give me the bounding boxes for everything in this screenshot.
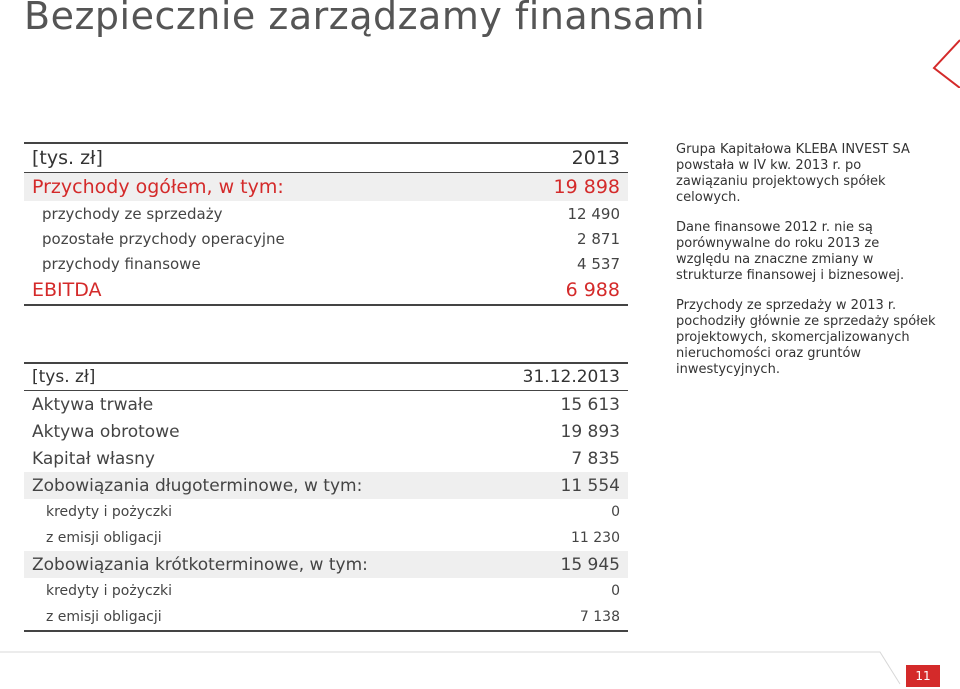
table-row (24, 578, 628, 604)
note-paragraph: Dane finansowe 2012 r. nie są porównywalne do roku 2013 ze względu na znaczne zmiany w strukturze finansowej i biznesowej. (676, 220, 905, 283)
row-label: przychody ze sprzedaży (42, 204, 223, 223)
income-table (24, 142, 628, 306)
table-row (24, 525, 628, 551)
table-row (24, 226, 628, 251)
balance-table (24, 362, 628, 632)
header-year: 2013 (486, 143, 628, 173)
row-label: kredyty i pożyczki (46, 504, 173, 520)
row-label: Kapitał własny (32, 448, 155, 469)
row-label: z emisji obligacji (24, 604, 481, 631)
table-row (24, 604, 628, 631)
notes-panel (676, 142, 936, 392)
row-label: Zobowiązania długoterminowe, w tym: (24, 472, 481, 499)
row-value: 2 871 (577, 229, 620, 248)
row-value: 15 613 (560, 394, 620, 415)
header-unit: [tys. zł] (24, 363, 481, 391)
note-paragraph: Grupa Kapitałowa KLEBA INVEST SA powstała w IV kw. 2013 r. po zawiązaniu projektowych spółek celowych. (676, 142, 910, 205)
table-row (24, 173, 628, 202)
row-value: 15 945 (481, 551, 628, 578)
header-date: 31.12.2013 (481, 363, 628, 391)
row-value: 19 893 (560, 421, 620, 442)
row-value: 0 (611, 504, 620, 520)
row-label: z emisji obligacji (46, 530, 162, 546)
row-value: 11 230 (571, 530, 620, 546)
footer-decoration (0, 649, 960, 689)
table-row (24, 445, 628, 472)
table-row (24, 499, 628, 525)
table-row (24, 201, 628, 226)
row-label: przychody finansowe (42, 254, 201, 273)
row-value: 12 490 (567, 204, 620, 223)
row-value: 0 (611, 583, 620, 599)
table-row (24, 472, 628, 499)
row-value: 6 988 (486, 276, 628, 305)
table-row (24, 418, 628, 445)
page-number: 11 (906, 665, 940, 687)
row-label: kredyty i pożyczki (46, 583, 173, 599)
table-row (24, 551, 628, 578)
row-label: EBITDA (24, 276, 486, 305)
table-row (24, 276, 628, 305)
row-value: 11 554 (481, 472, 628, 499)
row-label: Aktywa trwałe (32, 394, 154, 415)
row-label: Zobowiązania krótkoterminowe, w tym: (24, 551, 481, 578)
row-label: Przychody ogółem, w tym: (24, 173, 486, 202)
page-title: Bezpiecznie zarządzamy finansami (24, 0, 706, 38)
row-value: 4 537 (577, 254, 620, 273)
table-row (24, 391, 628, 419)
row-label: pozostałe przychody operacyjne (42, 229, 285, 248)
row-value: 19 898 (486, 173, 628, 202)
corner-decoration (930, 38, 960, 88)
table-header (24, 143, 628, 173)
note-paragraph: Przychody ze sprzedaży w 2013 r. pochodziły głównie ze sprzedaży spółek projektowych, skomercjalizowanych nieruchomości oraz gruntów inwestycyjnych. (676, 298, 936, 377)
row-label: Aktywa obrotowe (32, 421, 180, 442)
row-value: 7 835 (571, 448, 620, 469)
table-row (24, 251, 628, 276)
table-header (24, 363, 628, 391)
row-value: 7 138 (481, 604, 628, 631)
header-unit: [tys. zł] (24, 143, 486, 173)
